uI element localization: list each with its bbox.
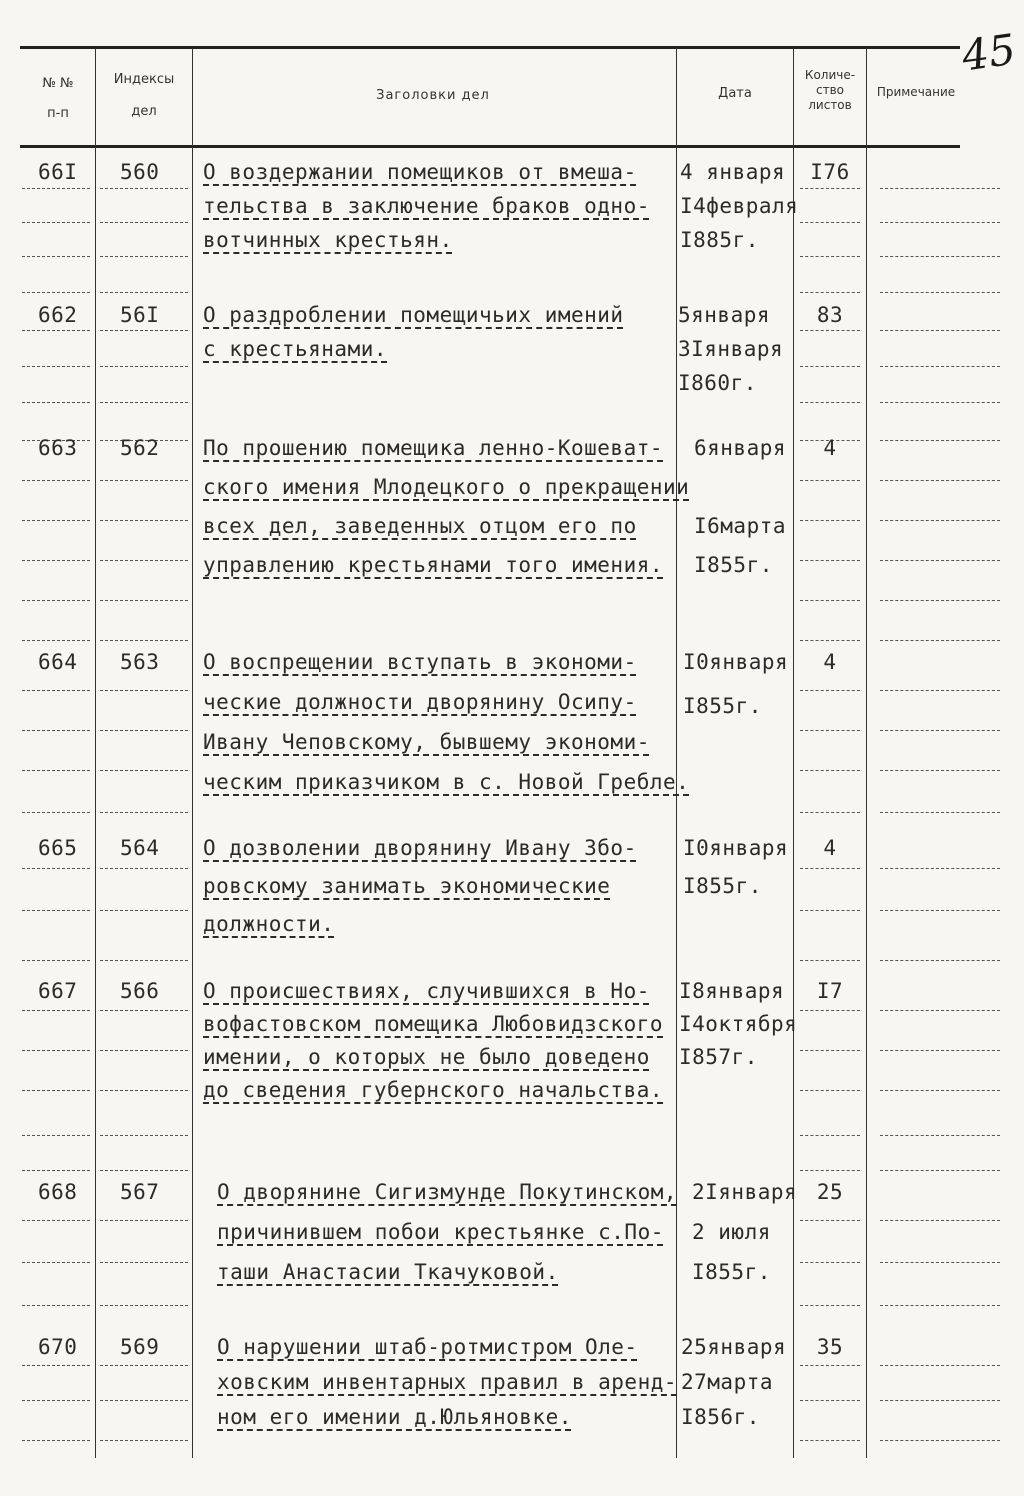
entry-title-line: таши Анастасии Ткачуковой. bbox=[217, 1260, 559, 1284]
entry-date-line: I0января bbox=[683, 650, 789, 674]
ruled-line bbox=[800, 1135, 860, 1136]
ruled-line bbox=[880, 600, 1000, 601]
entry-title-line: ческие должности дворянину Осипу- bbox=[203, 690, 637, 714]
ruled-line bbox=[880, 1090, 1000, 1091]
ruled-line bbox=[880, 910, 1000, 911]
ruled-line bbox=[100, 1010, 188, 1011]
ruled-line bbox=[800, 1220, 860, 1221]
header-title: Заголовки дел bbox=[376, 88, 490, 103]
header-num-line2: п-п bbox=[47, 106, 69, 121]
entry-date-line: I855г. bbox=[683, 694, 762, 718]
ruled-line bbox=[22, 1262, 90, 1263]
ruled-line bbox=[800, 690, 860, 691]
ruled-line bbox=[100, 868, 188, 869]
entry-title-line: с крестьянами. bbox=[203, 337, 388, 361]
ruled-line bbox=[100, 600, 188, 601]
ruled-line bbox=[22, 1050, 90, 1051]
entry-sheet-count: 4 bbox=[823, 836, 837, 860]
entry-title-line: ческим приказчиком в с. Новой Гребле. bbox=[203, 770, 690, 794]
ruled-line bbox=[22, 1090, 90, 1091]
ruled-line bbox=[100, 960, 188, 961]
entry-date-line: I4октября bbox=[679, 1012, 798, 1036]
ruled-line bbox=[100, 640, 188, 641]
ruled-line bbox=[880, 188, 1000, 189]
entry-title-line: О нарушении штаб-ротмистром Оле- bbox=[217, 1335, 638, 1359]
entry-sheet-count: I7 bbox=[816, 979, 844, 1003]
ruled-line bbox=[800, 366, 860, 367]
entry-number: 667 bbox=[38, 979, 78, 1003]
ruled-line bbox=[800, 560, 860, 561]
ruled-line bbox=[800, 1440, 860, 1441]
ruled-line bbox=[880, 770, 1000, 771]
ruled-line bbox=[800, 330, 860, 331]
entry-date-line: 6января bbox=[694, 436, 787, 460]
entry-title-line: О раздроблении помещичьих имений bbox=[203, 303, 624, 327]
header-index bbox=[96, 72, 192, 120]
ruled-line bbox=[100, 1305, 188, 1306]
entry-date-line: 3Iянваря bbox=[678, 337, 784, 361]
entry-index: 56I bbox=[120, 303, 160, 327]
header-count-line3: листов bbox=[808, 98, 852, 112]
col-divider-1 bbox=[95, 48, 96, 1458]
entry-title-line: ского имения Млодецкого о прекращении bbox=[203, 475, 690, 499]
ruled-line bbox=[880, 256, 1000, 257]
ruled-line bbox=[22, 730, 90, 731]
ruled-line bbox=[100, 1170, 188, 1171]
ruled-line bbox=[800, 188, 860, 189]
entry-title-line: должности. bbox=[203, 912, 335, 936]
entry-title-line: ровскому занимать экономические bbox=[203, 874, 611, 898]
entry-title-line: управлению крестьянами того имения. bbox=[203, 553, 664, 577]
entry-index: 564 bbox=[120, 836, 160, 860]
entry-number: 668 bbox=[38, 1180, 78, 1204]
ruled-line bbox=[880, 480, 1000, 481]
ruled-line bbox=[880, 1050, 1000, 1051]
ruled-line bbox=[880, 1220, 1000, 1221]
ruled-line bbox=[22, 1135, 90, 1136]
ruled-line bbox=[800, 222, 860, 223]
ruled-line bbox=[880, 1365, 1000, 1366]
entry-sheet-count: 35 bbox=[816, 1335, 844, 1359]
ruled-line bbox=[100, 730, 188, 731]
header-index-line1: Индексы bbox=[113, 72, 175, 87]
ruled-line bbox=[22, 1220, 90, 1221]
entry-date-line: I6марта bbox=[694, 514, 787, 538]
ruled-line bbox=[880, 1440, 1000, 1441]
entry-title-line: О дозволении дворянину Ивану Збо- bbox=[203, 836, 637, 860]
entry-date-line: 5января bbox=[678, 303, 771, 327]
ruled-line bbox=[22, 1440, 90, 1441]
ruled-line bbox=[100, 770, 188, 771]
ruled-line bbox=[100, 910, 188, 911]
ruled-line bbox=[880, 520, 1000, 521]
entry-date-line: I860г. bbox=[678, 371, 757, 395]
ruled-line bbox=[880, 1135, 1000, 1136]
ruled-line bbox=[22, 812, 90, 813]
entry-date-line: I857г. bbox=[679, 1045, 758, 1069]
entry-title-line: вофастовском помещика Любовидзского bbox=[203, 1012, 664, 1036]
ruled-line bbox=[800, 910, 860, 911]
ruled-line bbox=[22, 520, 90, 521]
entry-index: 569 bbox=[120, 1335, 160, 1359]
header-num bbox=[22, 76, 94, 122]
entry-sheet-count: 83 bbox=[816, 303, 844, 327]
entry-number: 665 bbox=[38, 836, 78, 860]
ruled-line bbox=[100, 222, 188, 223]
ruled-line bbox=[22, 402, 90, 403]
ruled-line bbox=[800, 770, 860, 771]
entry-number: 662 bbox=[38, 303, 78, 327]
ruled-line bbox=[880, 366, 1000, 367]
ruled-line bbox=[22, 960, 90, 961]
ruled-line bbox=[22, 1365, 90, 1366]
ruled-line bbox=[22, 560, 90, 561]
entry-date-line: I856г. bbox=[681, 1405, 760, 1429]
ruled-line bbox=[880, 402, 1000, 403]
ruled-line bbox=[800, 292, 860, 293]
entry-date-line: I8января bbox=[679, 979, 785, 1003]
ruled-line bbox=[22, 256, 90, 257]
entry-date-line: I0января bbox=[683, 836, 789, 860]
entry-date-line: I855г. bbox=[694, 553, 773, 577]
ruled-line bbox=[800, 1305, 860, 1306]
ruled-line bbox=[800, 640, 860, 641]
ruled-line bbox=[800, 730, 860, 731]
ruled-line bbox=[800, 868, 860, 869]
ruled-line bbox=[100, 1400, 188, 1401]
col-divider-5 bbox=[866, 48, 867, 1458]
entry-date-line: 2 июля bbox=[692, 1220, 771, 1244]
entry-title-line: По прошению помещика ленно-Кошеват- bbox=[203, 436, 664, 460]
ruled-line bbox=[100, 480, 188, 481]
entry-title-line: вотчинных крестьян. bbox=[203, 228, 453, 252]
ruled-line bbox=[22, 330, 90, 331]
entry-date-line: I4февраля bbox=[680, 194, 799, 218]
header-count-line2: ство bbox=[815, 83, 844, 97]
entry-date-line: I885г. bbox=[680, 228, 759, 252]
ruled-line bbox=[800, 480, 860, 481]
entry-index: 562 bbox=[120, 436, 160, 460]
entry-title-line: ном его имении д.Юльяновке. bbox=[217, 1405, 572, 1429]
ruled-line bbox=[100, 1135, 188, 1136]
ruled-line bbox=[880, 960, 1000, 961]
entry-title-line: причинившем побои крестьянке с.По- bbox=[217, 1220, 664, 1244]
ruled-line bbox=[22, 1305, 90, 1306]
entry-title-line: тельства в заключение браков одно- bbox=[203, 194, 650, 218]
ruled-line bbox=[880, 330, 1000, 331]
ruled-line bbox=[100, 1365, 188, 1366]
ruled-line bbox=[100, 690, 188, 691]
header-date: Дата bbox=[718, 86, 752, 101]
entry-index: 567 bbox=[120, 1180, 160, 1204]
ruled-line bbox=[800, 1010, 860, 1011]
ruled-line bbox=[22, 1400, 90, 1401]
header-note: Примечание bbox=[876, 85, 956, 99]
entry-title-line: имении, о которых не было доведено bbox=[203, 1045, 650, 1069]
ruled-line bbox=[880, 868, 1000, 869]
ruled-line bbox=[100, 812, 188, 813]
entry-title-line: ховским инвентарных правил в аренд- bbox=[217, 1370, 678, 1394]
ruled-line bbox=[100, 1090, 188, 1091]
ruled-line bbox=[22, 770, 90, 771]
entry-number: 670 bbox=[38, 1335, 78, 1359]
entry-title-line: О воздержании помещиков от вмеша- bbox=[203, 160, 637, 184]
ruled-line bbox=[800, 1262, 860, 1263]
entry-date-line: 4 января bbox=[680, 160, 786, 184]
entry-sheet-count: 25 bbox=[816, 1180, 844, 1204]
ruled-line bbox=[800, 402, 860, 403]
ruled-line bbox=[880, 292, 1000, 293]
col-divider-4 bbox=[793, 48, 794, 1458]
entry-sheet-count: 4 bbox=[823, 650, 837, 674]
ruled-line bbox=[100, 1440, 188, 1441]
ruled-line bbox=[22, 910, 90, 911]
ruled-line bbox=[22, 292, 90, 293]
ruled-line bbox=[880, 1170, 1000, 1171]
ruled-line bbox=[100, 1262, 188, 1263]
entry-title-line: О дворянине Сигизмунде Покутинском, bbox=[217, 1180, 678, 1204]
ruled-line bbox=[22, 1170, 90, 1171]
ruled-line bbox=[880, 1305, 1000, 1306]
ruled-line bbox=[800, 1170, 860, 1171]
entry-number: 66I bbox=[38, 160, 78, 184]
ruled-line bbox=[880, 1400, 1000, 1401]
ruled-line bbox=[100, 330, 188, 331]
entry-title-line: О воспрещении вступать в экономи- bbox=[203, 650, 637, 674]
ruled-line bbox=[800, 1400, 860, 1401]
ruled-line bbox=[880, 440, 1000, 441]
entry-title-line: Ивану Чеповскому, бывшему экономи- bbox=[203, 730, 650, 754]
ruled-line bbox=[22, 1010, 90, 1011]
ruled-line bbox=[880, 690, 1000, 691]
ruled-line bbox=[880, 812, 1000, 813]
header-count-line1: Количе- bbox=[804, 68, 856, 82]
ruled-line bbox=[22, 366, 90, 367]
ruled-line bbox=[100, 188, 188, 189]
ruled-line bbox=[100, 366, 188, 367]
ruled-line bbox=[100, 292, 188, 293]
ruled-line bbox=[800, 600, 860, 601]
ruled-line bbox=[100, 520, 188, 521]
entry-date-line: 2Iянваря bbox=[692, 1180, 798, 1204]
entry-index: 560 bbox=[120, 160, 160, 184]
ruled-line bbox=[800, 1090, 860, 1091]
ruled-line bbox=[800, 256, 860, 257]
ruled-line bbox=[880, 222, 1000, 223]
ruled-line bbox=[22, 222, 90, 223]
header-top-rule bbox=[20, 46, 960, 49]
ruled-line bbox=[22, 640, 90, 641]
entry-number: 663 bbox=[38, 436, 78, 460]
ruled-line bbox=[800, 812, 860, 813]
ruled-line bbox=[100, 402, 188, 403]
entry-title-line: до сведения губернского начальства. bbox=[203, 1078, 664, 1102]
entry-sheet-count: I76 bbox=[810, 160, 850, 184]
ruled-line bbox=[880, 560, 1000, 561]
ruled-line bbox=[880, 730, 1000, 731]
entry-title-line: всех дел, заведенных отцом его по bbox=[203, 514, 637, 538]
ruled-line bbox=[880, 1262, 1000, 1263]
entry-index: 566 bbox=[120, 979, 160, 1003]
entry-sheet-count: 4 bbox=[823, 436, 837, 460]
header-index-line2: дел bbox=[131, 104, 157, 119]
entry-number: 664 bbox=[38, 650, 78, 674]
ruled-line bbox=[22, 868, 90, 869]
entry-index: 563 bbox=[120, 650, 160, 674]
entry-date-line: 27марта bbox=[681, 1370, 774, 1394]
ruled-line bbox=[800, 960, 860, 961]
ruled-line bbox=[22, 690, 90, 691]
ruled-line bbox=[22, 188, 90, 189]
ruled-line bbox=[100, 1220, 188, 1221]
ruled-line bbox=[800, 520, 860, 521]
ruled-line bbox=[880, 640, 1000, 641]
ruled-line bbox=[800, 1050, 860, 1051]
ruled-line bbox=[100, 1050, 188, 1051]
col-divider-2 bbox=[192, 48, 193, 1458]
entry-date-line: 25января bbox=[681, 1335, 787, 1359]
entry-title-line: О происшествиях, случившихся в Но- bbox=[203, 979, 650, 1003]
ruled-line bbox=[100, 560, 188, 561]
ruled-line bbox=[22, 480, 90, 481]
sheet-number: 45 bbox=[958, 24, 1019, 81]
header-count bbox=[794, 68, 866, 113]
ruled-line bbox=[800, 1365, 860, 1366]
ruled-line bbox=[880, 1010, 1000, 1011]
header-bottom-rule bbox=[20, 145, 960, 148]
ruled-line bbox=[100, 256, 188, 257]
ruled-line bbox=[22, 600, 90, 601]
header-num-line1: № № bbox=[42, 76, 74, 91]
entry-date-line: I855г. bbox=[692, 1260, 771, 1284]
entry-date-line: I855г. bbox=[683, 874, 762, 898]
col-divider-3 bbox=[676, 48, 677, 1458]
